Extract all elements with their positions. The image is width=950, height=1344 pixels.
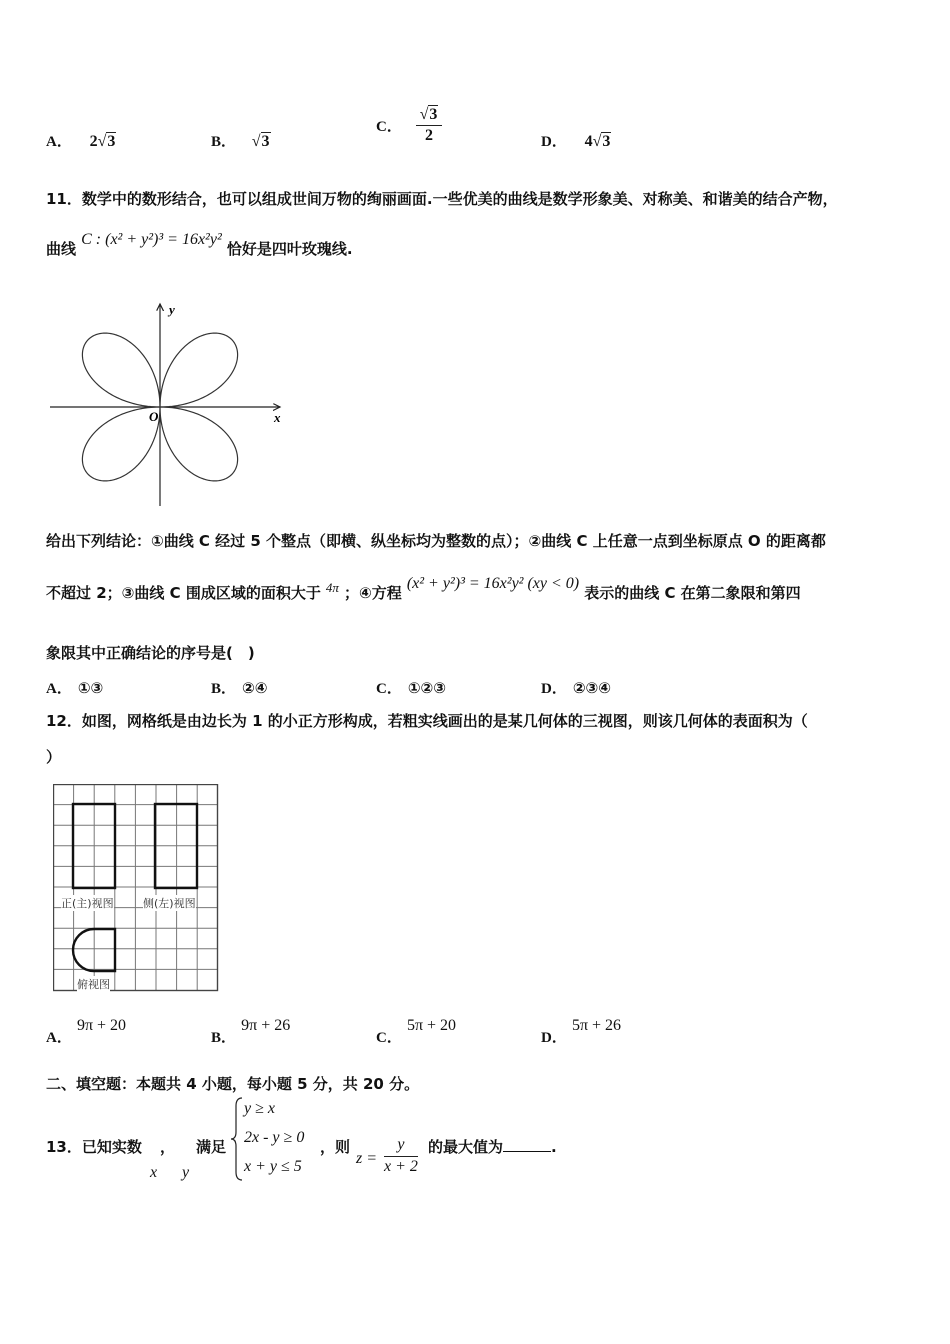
y-axis-label: y	[169, 302, 175, 317]
constraint-1: y ≥ x	[244, 1100, 275, 1117]
q10-option-a: A． 2√3	[46, 133, 116, 150]
system-brace	[230, 1096, 244, 1182]
q12-option-a: A． 9π + 20	[46, 1017, 127, 1046]
q12-stem-line2: ）	[46, 748, 62, 766]
q11-option-d: D． ②③④	[541, 679, 611, 697]
q12-option-b: B． 9π + 26	[211, 1017, 291, 1046]
side-view-label: 侧(左)视图	[143, 897, 196, 910]
four-leaf-rose-graph	[48, 298, 288, 510]
three-view-diagram	[53, 784, 219, 992]
constraint-3: x + y ≤ 5	[244, 1158, 302, 1175]
q10-option-b: B． √3	[211, 133, 270, 150]
q11-equation: C : (x² + y²)³ = 16x²y²	[81, 231, 222, 248]
q11-conclusions-line3: 象限其中正确结论的序号是( )	[46, 644, 255, 662]
section-2-title: 二、填空题：本题共 4 小题，每小题 5 分，共 20 分。	[46, 1075, 420, 1093]
q11-stem-line2: 曲线 C : (x² + y²)³ = 16x²y² 恰好是四叶玫瑰线.	[46, 231, 353, 258]
top-view-label: 俯视图	[77, 978, 110, 991]
q13-satisfy: 满足	[196, 1138, 227, 1156]
grid-paper	[53, 784, 219, 992]
q12-option-c: C． 5π + 20	[376, 1017, 457, 1046]
front-view-label: 正(主)视图	[61, 897, 114, 910]
q11-stem-line1: 11．数学中的数形结合，也可以组成世间万物的绚丽画面.一些优美的曲线是数学形象美、对称美、和谐美的结合产物，	[46, 190, 838, 208]
q11-conclusions-line2: 不超过 2；③曲线 C 围成区域的面积大于 $^{4\pi}$ ；④方程 (x² + y²)³ = 16x²y² (xy < 0) 表示的曲线 C 在第二象限和第四	[46, 575, 801, 602]
q11-option-c: C． ①②③	[376, 679, 446, 697]
q13-var-x: x	[150, 1164, 158, 1181]
q13-prefix: 13．已知实数	[46, 1138, 142, 1156]
q13-then: ，则	[320, 1138, 351, 1156]
q13-var-y: y	[182, 1164, 190, 1181]
q10-option-c: C． $\frac{√3}{2}$	[376, 106, 442, 145]
q11-conclusions-line1: 给出下列结论：①曲线 C 经过 5 个整点（即横、纵坐标均为整数的点）；②曲线 C 上任意一点到坐标原点 O 的距离都	[46, 532, 826, 550]
x-axis-label: x	[274, 410, 281, 425]
q11-equation-2: (x² + y²)³ = 16x²y² (xy < 0)	[406, 575, 580, 592]
constraint-2: 2x - y ≥ 0	[244, 1129, 305, 1146]
origin-label: O	[149, 409, 159, 424]
q11-option-a: A． ①③	[46, 679, 104, 697]
q13-comma: ，	[160, 1138, 176, 1156]
q10-option-d: D． 4√3	[541, 133, 611, 150]
q13-fraction: $\frac{y}{x + 2}$	[384, 1136, 418, 1175]
q12-option-d: D． 5π + 26	[541, 1017, 622, 1046]
answer-blank[interactable]	[503, 1151, 551, 1152]
q11-option-b: B． ②④	[211, 679, 268, 697]
q12-stem-line1: 12．如图，网格纸是由边长为 1 的小正方形构成，若粗实线画出的是某几何体的三视图，则该几何体的表面积为（	[46, 712, 808, 730]
q13-z-lhs: z =	[356, 1150, 378, 1167]
q13-suffix: 的最大值为 .	[428, 1138, 557, 1156]
